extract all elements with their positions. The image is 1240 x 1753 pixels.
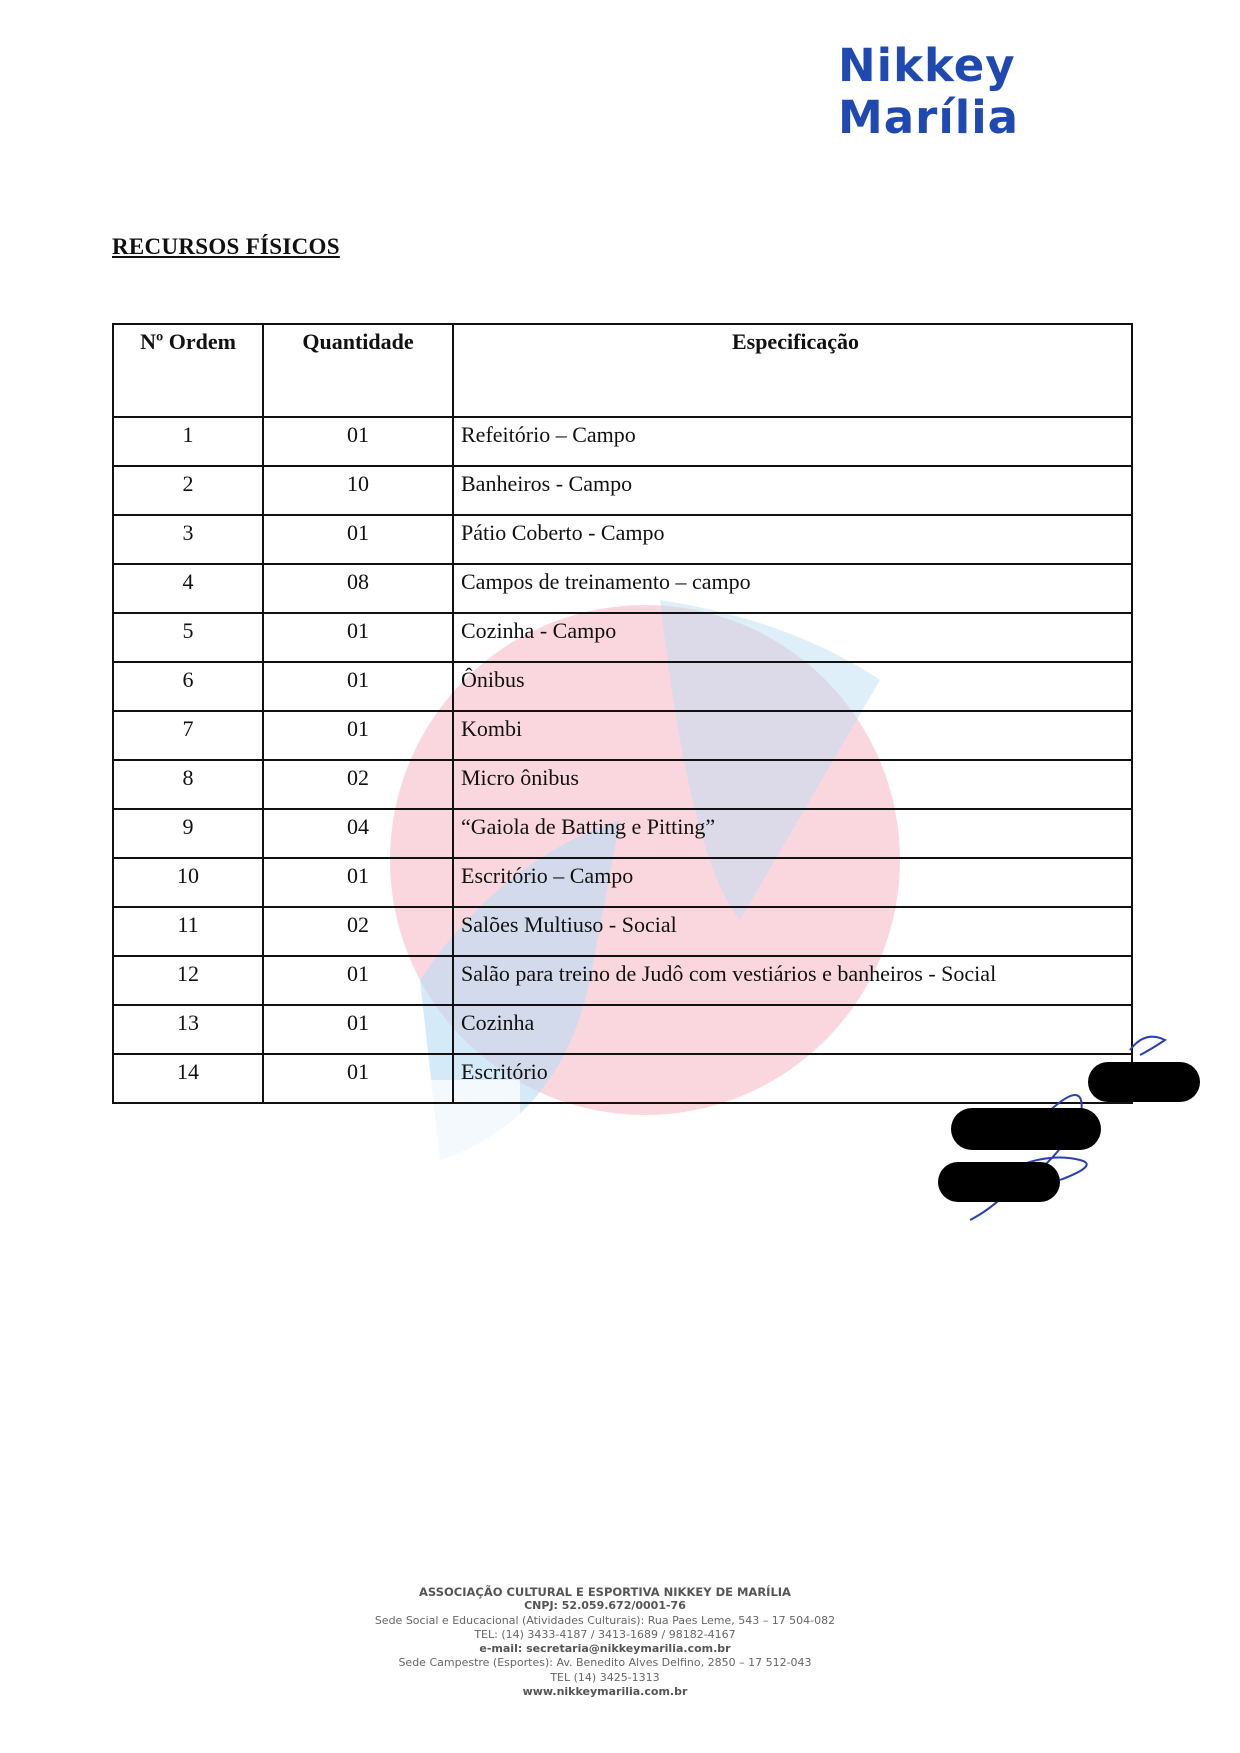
cell-quantity: 01 [263,1054,453,1103]
cell-quantity: 01 [263,613,453,662]
cell-specification: Salão para treino de Judô com vestiários e banheiros - Social [453,956,1132,1005]
document-title: RECURSOS FÍSICOS [112,234,340,259]
table-row [113,809,1132,858]
cell-order: 1 [113,417,263,466]
cell-specification: Refeitório – Campo [453,417,1132,466]
table-row [113,466,1132,515]
footer-email: e-mail: secretaria@nikkeymarilia.com.br [479,1642,731,1656]
cell-quantity: 02 [263,907,453,956]
nikkey-marilia-logo [838,40,1078,144]
cell-order: 11 [113,907,263,956]
cell-order: 8 [113,760,263,809]
cell-specification: Cozinha [453,1005,1132,1054]
cell-order: 10 [113,858,263,907]
table-row [113,613,1132,662]
cell-order: 14 [113,1054,263,1103]
cell-order: 9 [113,809,263,858]
table-row [113,858,1132,907]
table-row [113,564,1132,613]
redaction-bar [951,1108,1101,1150]
cell-quantity: 01 [263,515,453,564]
cell-order: 5 [113,613,263,662]
cell-specification: Pátio Coberto - Campo [453,515,1132,564]
cell-quantity: 01 [263,1005,453,1054]
cell-specification: Escritório – Campo [453,858,1132,907]
table-row [113,956,1132,1005]
cell-order: 4 [113,564,263,613]
cell-quantity: 10 [263,466,453,515]
cell-specification: “Gaiola de Batting e Pitting” [453,809,1132,858]
cell-specification: Cozinha - Campo [453,613,1132,662]
footer-phone-2: TEL (14) 3425-1313 [550,1670,660,1684]
cell-specification: Campos de treinamento – campo [453,564,1132,613]
cell-quantity: 01 [263,858,453,907]
cell-quantity: 01 [263,711,453,760]
logo-line-1: Nikkey [838,39,1016,92]
resources-table [112,323,1133,1104]
header-quantity: Quantidade [263,324,453,417]
footer-sede-campestre: Sede Campestre (Esportes): Av. Benedito Alves Delfino, 2850 – 17 512-043 [398,1656,812,1670]
table-header-row [113,324,1132,417]
header-order: Nº Ordem [113,324,263,417]
cell-specification: Micro ônibus [453,760,1132,809]
logo-line-2: Marília [838,91,1019,144]
cell-specification: Kombi [453,711,1132,760]
table-row [113,515,1132,564]
table-row [113,907,1132,956]
footer-cnpj: CNPJ: 52.059.672/0001-76 [524,1599,686,1613]
table-row [113,662,1132,711]
cell-order: 7 [113,711,263,760]
table-row [113,760,1132,809]
header-specification: Especificação [453,324,1132,417]
cell-quantity: 01 [263,662,453,711]
cell-quantity: 01 [263,956,453,1005]
cell-specification: Salões Multiuso - Social [453,907,1132,956]
cell-quantity: 04 [263,809,453,858]
cell-quantity: 01 [263,417,453,466]
footer-phone-1: TEL: (14) 3433-4187 / 3413-1689 / 98182-4167 [474,1627,736,1641]
cell-specification: Ônibus [453,662,1132,711]
cell-order: 13 [113,1005,263,1054]
footer-organization: ASSOCIAÇÃO CULTURAL E ESPORTIVA NIKKEY DE MARÍLIA [419,1585,791,1599]
cell-specification: Banheiros - Campo [453,466,1132,515]
cell-quantity: 02 [263,760,453,809]
redaction-bar [1088,1062,1200,1102]
cell-order: 3 [113,515,263,564]
cell-order: 6 [113,662,263,711]
redaction-bar [938,1162,1060,1202]
footer-sede-social: Sede Social e Educacional (Atividades Culturais): Rua Paes Leme, 543 – 17 504-082 [374,1613,836,1627]
cell-order: 2 [113,466,263,515]
table-row [113,711,1132,760]
footer [320,1585,890,1699]
cell-specification: Escritório [453,1054,1132,1103]
footer-website: www.nikkeymarilia.com.br [522,1685,688,1699]
table-row [113,417,1132,466]
cell-order: 12 [113,956,263,1005]
cell-quantity: 08 [263,564,453,613]
signature-redacted [930,1030,1210,1230]
